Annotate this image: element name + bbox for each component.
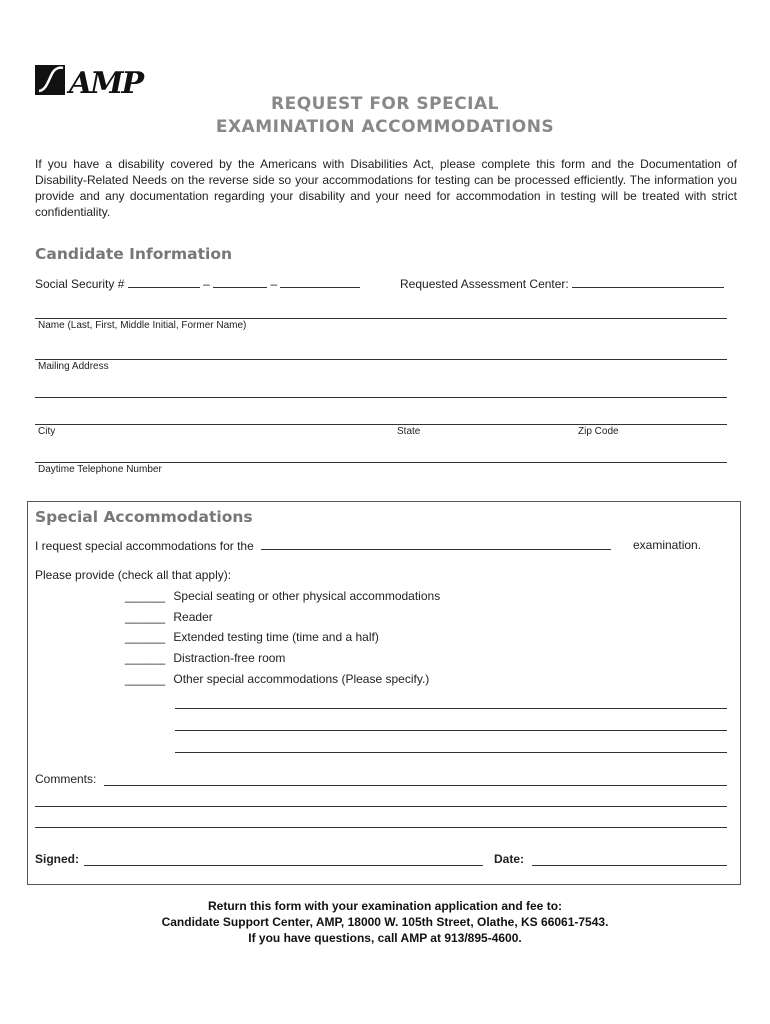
mailing-address-field[interactable]	[35, 359, 727, 360]
comments-field-3[interactable]	[35, 827, 727, 828]
mailing-address-line2-field[interactable]	[35, 397, 727, 398]
footer-line-2: Candidate Support Center, AMP, 18000 W. 105th Street, Olathe, KS 66061-7543.	[161, 915, 609, 929]
option-checkbox-4[interactable]: ______	[125, 651, 166, 665]
ssn-part3-field[interactable]	[280, 276, 360, 288]
name-label: Name (Last, First, Middle Initial, Former Name)	[38, 320, 247, 331]
logo-text: AMP	[69, 66, 143, 98]
assessment-center-field[interactable]	[572, 276, 724, 288]
option-label-2: Reader	[173, 610, 213, 624]
date-label: Date:	[494, 852, 525, 866]
option-checkbox-5[interactable]: ______	[125, 672, 166, 686]
provide-label: Please provide (check all that apply):	[35, 568, 232, 582]
amp-logo	[35, 64, 145, 98]
name-field[interactable]	[35, 318, 727, 319]
request-suffix: examination.	[633, 538, 702, 552]
candidate-info-heading: Candidate Information	[35, 245, 233, 263]
signature-field[interactable]	[84, 865, 483, 866]
state-label: State	[397, 426, 421, 437]
option-row-1[interactable]	[125, 589, 440, 603]
footer-line-3: If you have questions, call AMP at 913/895-4600.	[248, 931, 522, 945]
ssn-part1-field[interactable]	[128, 276, 200, 288]
form-title-line2: EXAMINATION ACCOMMODATIONS	[215, 117, 555, 137]
footer-line-1: Return this form with your examination application and fee to:	[207, 899, 563, 913]
option-row-3[interactable]	[125, 630, 379, 644]
assessment-center-label: Requested Assessment Center:	[400, 277, 569, 291]
city-label: City	[38, 426, 56, 437]
zip-code-label: Zip Code	[578, 426, 619, 437]
option-checkbox-3[interactable]: ______	[125, 630, 166, 644]
option-row-4[interactable]	[125, 651, 285, 665]
other-specify-field-1[interactable]	[175, 708, 727, 709]
other-specify-field-3[interactable]	[175, 752, 727, 753]
option-label-4: Distraction-free room	[173, 651, 286, 665]
ssn-label: Social Security #	[35, 277, 125, 291]
request-prefix: I request special accommodations for the	[35, 539, 254, 553]
date-field[interactable]	[532, 865, 727, 866]
option-row-2[interactable]	[125, 610, 213, 624]
assessment-center-row	[400, 276, 724, 291]
examination-name-field[interactable]	[261, 538, 611, 550]
option-checkbox-2[interactable]: ______	[125, 610, 166, 624]
option-label-1: Special seating or other physical accommodations	[173, 589, 441, 603]
signed-label: Signed:	[35, 852, 79, 866]
mailing-address-label: Mailing Address	[38, 361, 109, 372]
request-line	[35, 538, 611, 553]
option-label-5: Other special accommodations (Please specify.)	[173, 672, 430, 686]
ssn-row	[35, 276, 360, 291]
daytime-phone-field[interactable]	[35, 462, 727, 463]
intro-paragraph: If you have a disability covered by the Americans with Disabilities Act, please complete this form and the Documentation of Disability-Related Needs on the reverse side so your accommodations for testing can be processed efficiently. The information you provide and any documentation regarding your disability and your need for accommodation in testing will be treated with strict confidentiality.	[35, 157, 737, 219]
option-label-3: Extended testing time (time and a half)	[173, 630, 379, 644]
option-checkbox-1[interactable]: ______	[125, 589, 166, 603]
ssn-separator-1: –	[203, 277, 210, 291]
comments-field-2[interactable]	[35, 806, 727, 807]
other-specify-field-2[interactable]	[175, 730, 727, 731]
form-title-line1: REQUEST FOR SPECIAL	[270, 94, 499, 114]
comments-field-1[interactable]	[104, 785, 727, 786]
special-accommodations-heading: Special Accommodations	[35, 508, 253, 526]
ssn-separator-2: –	[270, 277, 278, 291]
option-row-5[interactable]	[125, 672, 429, 686]
comments-label: Comments:	[35, 772, 97, 786]
ssn-part2-field[interactable]	[213, 276, 267, 288]
city-state-zip-field[interactable]	[35, 424, 727, 425]
daytime-phone-label: Daytime Telephone Number	[38, 464, 162, 475]
